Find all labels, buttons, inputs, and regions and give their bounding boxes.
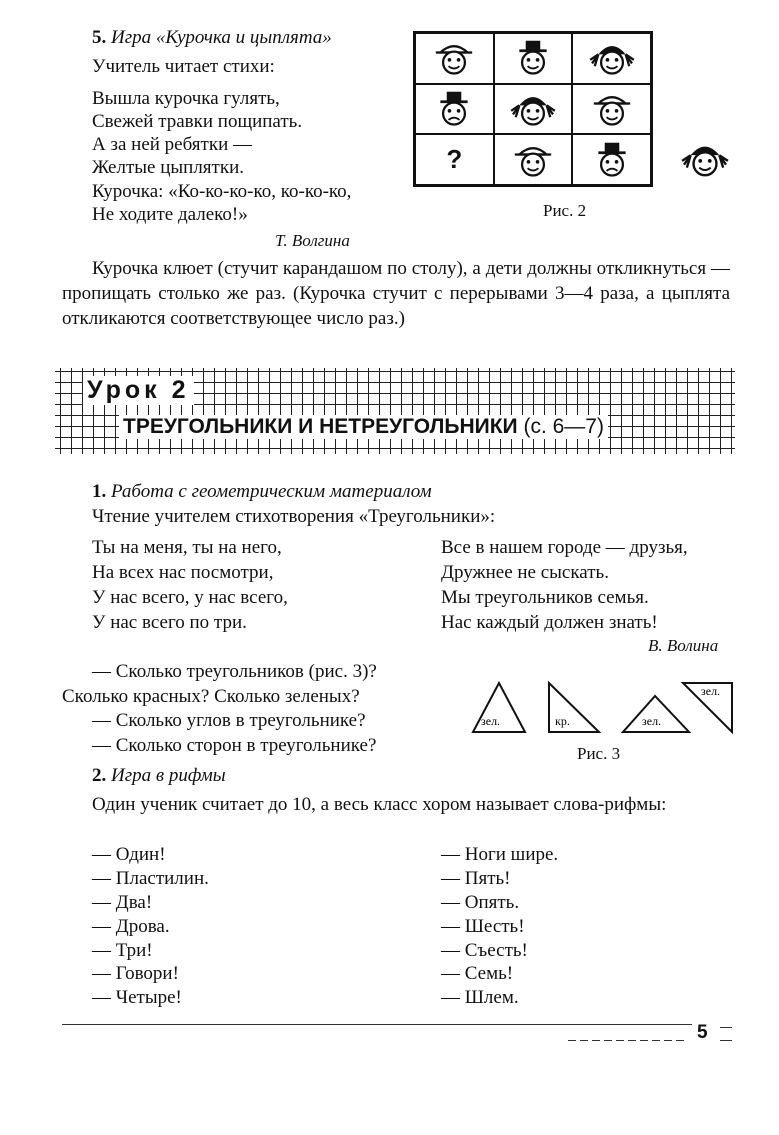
- poem-line: А за ней ребятки —: [92, 134, 252, 155]
- grid-cell: [494, 84, 573, 135]
- faces-grid: [413, 31, 653, 187]
- lesson-pages: (с. 6—7): [523, 415, 604, 438]
- boy-face-icon: [589, 89, 635, 129]
- poem-line: Свежей травки пощипать.: [92, 111, 303, 132]
- rhyme-right: — Съесть!: [441, 940, 528, 961]
- poem-line: Вышла курочка гулять,: [92, 88, 280, 109]
- footer-tick: [720, 1040, 732, 1041]
- grid-cell: [415, 84, 494, 135]
- question-line: — Сколько сторон в треугольнике?: [92, 735, 377, 756]
- man-hat-sad-face-icon: [589, 140, 635, 180]
- rhyme-left: — Пластилин.: [92, 868, 209, 889]
- rhyme-right: — Шлем.: [441, 987, 519, 1008]
- poem-author: Т. Волгина: [275, 231, 350, 250]
- footer-rule-dashed: [568, 1040, 688, 1041]
- question-line: — Сколько треугольников (рис. 3)?: [92, 661, 377, 682]
- boy-face-icon: [431, 38, 477, 78]
- poem-left-line: У нас всего, у нас всего,: [92, 587, 288, 608]
- boy-face-icon: [510, 140, 556, 180]
- game-heading-number: 5.: [92, 27, 107, 48]
- poem-line: Не ходите далеко!»: [92, 204, 248, 225]
- grid-cell: [572, 134, 651, 185]
- figure3-triangles: [467, 680, 737, 738]
- rhyme-right: — Опять.: [441, 892, 520, 913]
- task1-heading-number: 1.: [92, 481, 107, 502]
- girl-pigtails-face-icon: [678, 138, 732, 180]
- poem-left-line: У нас всего по три.: [92, 612, 247, 633]
- triangle-label: кр.: [555, 714, 570, 728]
- triangle-green-2: [623, 696, 689, 732]
- task2-heading: [92, 764, 226, 788]
- poem-right-line: Дружнее не сыскать.: [441, 562, 609, 583]
- poem-right-line: Все в нашем городе — друзья,: [441, 537, 688, 558]
- grid-cell: [572, 84, 651, 135]
- rhyme-left: — Говори!: [92, 963, 179, 984]
- man-hat-sad-face-icon: [431, 89, 477, 129]
- question-mark: ?: [446, 144, 463, 175]
- rhyme-left: — Два!: [92, 892, 153, 913]
- figure2-caption: Рис. 2: [543, 201, 587, 220]
- poem2-author: В. Волина: [648, 636, 719, 655]
- rhyme-left: — Дрова.: [92, 916, 170, 937]
- rhyme-right: — Пять!: [441, 868, 511, 889]
- girl-pigtails-face-icon: [586, 38, 638, 78]
- game-paragraph: Курочка клюет (стучит карандашом по столу), а дети должны откликнуться — пропищать столько же раз. (Курочка стучит с перерывами 3—4 раза, а цыплята откликаются соответствующее число раз.): [62, 258, 730, 329]
- page-number: 5: [697, 1022, 708, 1043]
- grid-cell: [415, 33, 494, 84]
- question-line: — Сколько углов в треугольнике?: [92, 710, 366, 731]
- grid-cell: [494, 33, 573, 84]
- question-line: Сколько красных? Сколько зеленых?: [62, 686, 360, 707]
- grid-cell: [494, 134, 573, 185]
- triangle-label: зел.: [642, 714, 662, 728]
- footer-tick: [720, 1027, 732, 1028]
- poem-right-line: Мы треугольников семья.: [441, 587, 649, 608]
- rhyme-left: — Один!: [92, 844, 166, 865]
- triangle-green-1: [473, 683, 525, 732]
- task2-heading-title: Игра в рифмы: [111, 765, 226, 786]
- poem-right-line: Нас каждый должен знать!: [441, 612, 658, 633]
- triangle-red: [549, 683, 599, 732]
- man-hat-face-icon: [510, 38, 556, 78]
- footer-rule: [62, 1024, 692, 1025]
- game-heading-title: Игра «Курочка и цыплята»: [111, 27, 332, 48]
- poem-line: Курочка: «Ко-ко-ко-ко, ко-ко-ко,: [92, 181, 352, 202]
- girl-pigtails-face-icon: [507, 89, 559, 129]
- lesson-banner: [55, 368, 735, 454]
- task2-heading-number: 2.: [92, 765, 107, 786]
- rhyme-right: — Ноги шире.: [441, 844, 559, 865]
- lesson-title-block: [119, 415, 608, 439]
- game-intro: Учитель читает стихи:: [92, 56, 275, 77]
- game-heading: [92, 26, 332, 50]
- task2-paragraph: Один ученик считает до 10, а весь класс хором называет слова-рифмы:: [92, 794, 667, 815]
- lesson-label: Урок 2: [83, 376, 194, 405]
- task1-heading: [92, 480, 432, 504]
- triangle-label: зел.: [701, 684, 721, 698]
- lesson-title: ТРЕУГОЛЬНИКИ И НЕТРЕУГОЛЬНИКИ: [123, 415, 518, 438]
- task1-intro: Чтение учителем стихотворения «Треугольники»:: [92, 506, 496, 527]
- triangle-label: зел.: [481, 714, 501, 728]
- poem-line: Желтые цыплятки.: [92, 157, 244, 178]
- rhyme-left: — Три!: [92, 940, 153, 961]
- task1-heading-title: Работа с геометрическим материалом: [111, 481, 432, 502]
- rhyme-left: — Четыре!: [92, 987, 182, 1008]
- triangle-green-3: [683, 683, 732, 732]
- figure3-caption: Рис. 3: [577, 744, 621, 763]
- rhyme-right: — Семь!: [441, 963, 514, 984]
- rhyme-right: — Шесть!: [441, 916, 525, 937]
- poem-left-line: Ты на меня, ты на него,: [92, 537, 282, 558]
- poem-left-line: На всех нас посмотри,: [92, 562, 274, 583]
- grid-cell: [572, 33, 651, 84]
- grid-cell: [415, 134, 494, 185]
